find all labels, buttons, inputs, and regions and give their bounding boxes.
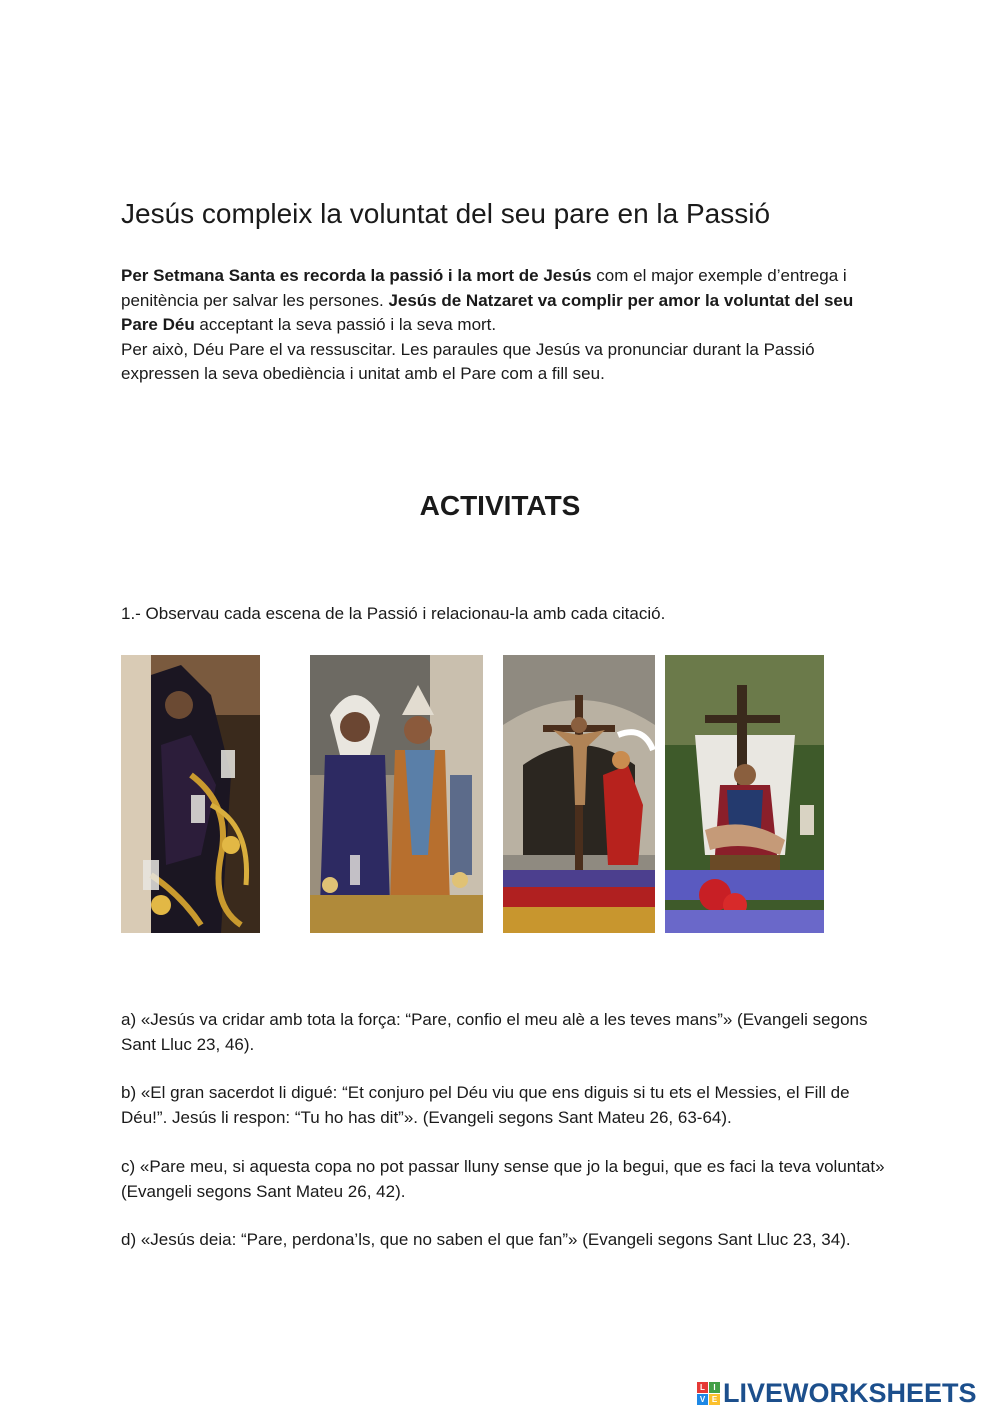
intro-text bbox=[121, 264, 891, 387]
scene-crucifixion-photo bbox=[503, 655, 655, 933]
citation-a: a) «Jesús va cridar amb tota la força: “Pare, confio el meu alè a les teves mans”» (Evangeli segons Sant Lluc 23, 46). bbox=[121, 1010, 868, 1054]
page-title: Jesús compleix la voluntat del seu pare en la Passió bbox=[121, 198, 771, 229]
liveworksheets-logo-text: LIVEWORKSHEETS bbox=[723, 1377, 977, 1408]
logo-mark-letter: L bbox=[697, 1382, 708, 1393]
citation-c: c) «Pare meu, si aquesta copa no pot passar lluny sense que jo la begui, que es faci la teva voluntat» (Evangeli segons Sant Mateu 26, 42). bbox=[121, 1157, 885, 1201]
citation-d: d) «Jesús deia: “Pare, perdona’ls, que no saben el que fan”» (Evangeli segons Sant Lluc 23, 34). bbox=[121, 1230, 851, 1249]
intro-bold-1: Per Setmana Santa es recorda la passió i la mort de Jesús bbox=[121, 266, 592, 285]
scene-pieta-photo bbox=[665, 655, 824, 933]
intro-paragraph-2: Per això, Déu Pare el va ressuscitar. Les paraules que Jesús va pronunciar durant la Passió expressen la seva obediència i unitat amb el Pare com a fill seu. bbox=[121, 339, 815, 383]
scene-jesus-praying-photo bbox=[121, 655, 260, 933]
logo-mark-letter: E bbox=[709, 1394, 720, 1405]
scene-high-priest-photo bbox=[310, 655, 483, 933]
intro-text-1: com el major exemple d’entrega i penitència per salvar les persones. bbox=[121, 266, 847, 310]
intro-text-2: acceptant la seva passió i la seva mort. bbox=[194, 315, 497, 334]
citation-b: b) «El gran sacerdot li digué: “Et conjuro pel Déu viu que ens diguis si tu ets el Messies, el Fill de Déu!”. Jesús li respon: “Tu ho has dit”». (Evangeli segons Sant Mateu 26, 63-64). bbox=[121, 1083, 850, 1127]
liveworksheets-logo-icon bbox=[697, 1382, 720, 1405]
intro-bold-2: Jesús de Natzaret va complir per amor la voluntat del seu Pare Déu bbox=[121, 290, 854, 334]
activity-instruction: 1.- Observau cada escena de la Passió i relacionau-la amb cada citació. bbox=[121, 604, 666, 623]
liveworksheets-logo bbox=[697, 1378, 977, 1408]
intro-paragraph-1 bbox=[121, 264, 891, 338]
logo-mark-letter: V bbox=[697, 1394, 708, 1405]
activities-heading: ACTIVITATS bbox=[419, 490, 581, 521]
logo-mark-letter: I bbox=[709, 1382, 720, 1393]
